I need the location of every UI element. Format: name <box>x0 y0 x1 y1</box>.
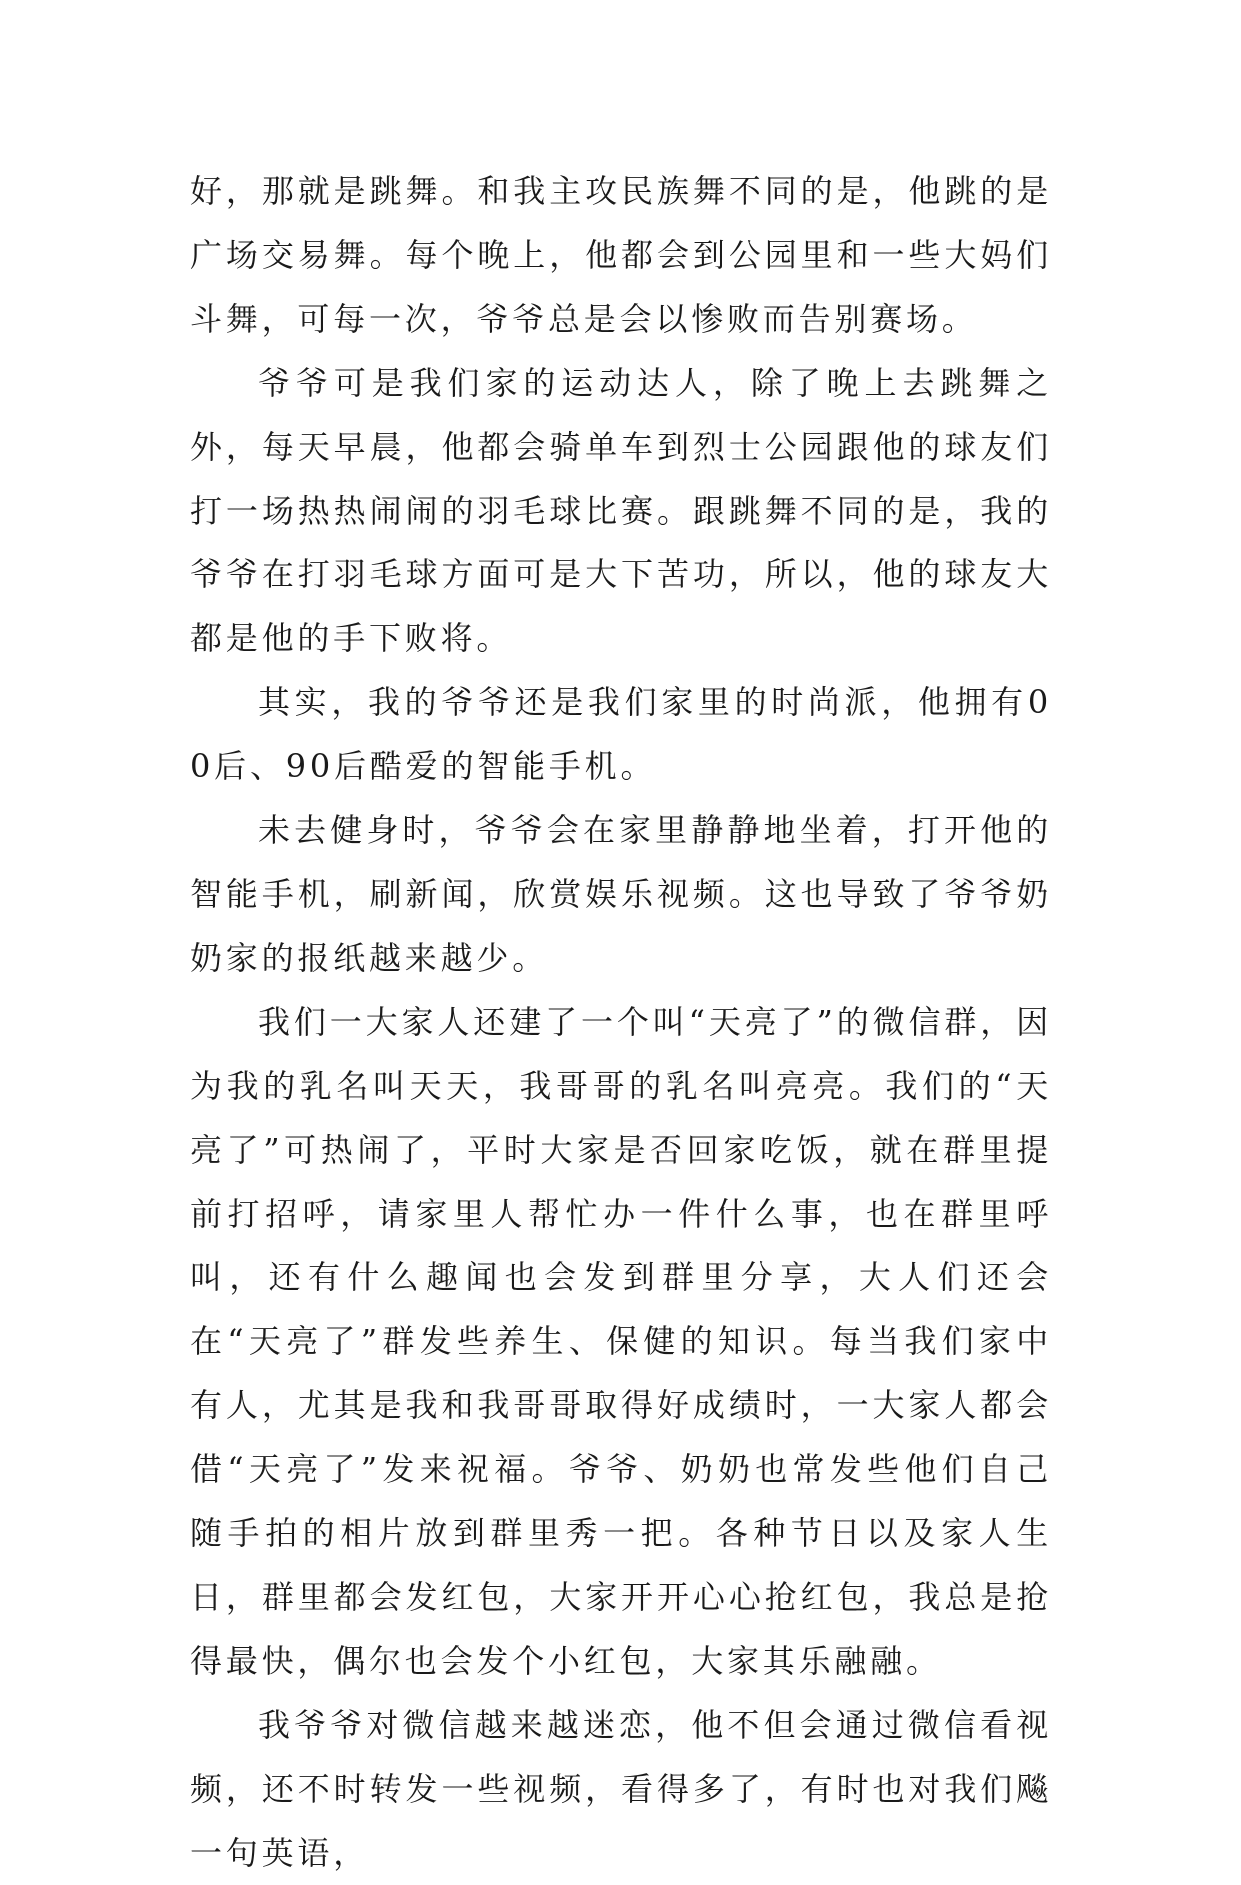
paragraph-continuation: 好，那就是跳舞。和我主攻民族舞不同的是，他跳的是广场交易舞。每个晚上，他都会到公园里和一些大妈们斗舞，可每一次，爷爷总是会以惨败而告别赛场。 <box>190 172 1052 338</box>
document-body <box>190 160 1052 1885</box>
paragraph-smartphone: 未去健身时，爷爷会在家里静静地坐着，打开他的智能手机，刷新闻，欣赏娱乐视频。这也导致了爷爷奶奶家的报纸越来越少。 <box>190 811 1052 977</box>
paragraph-fashion: 其实，我的爷爷还是我们家里的时尚派，他拥有00后、90后酷爱的智能手机。 <box>190 683 1052 786</box>
paragraph-wechat-videos: 我爷爷对微信越来越迷恋，他不但会通过微信看视频，还不时转发一些视频，看得多了，有时也对我们飚一句英语， <box>190 1705 1052 1872</box>
paragraph-wechat-group: 我们一大家人还建了一个叫“天亮了”的微信群，因为我的乳名叫天天，我哥哥的乳名叫亮亮。我们的“天亮了”可热闹了，平时大家是否回家吃饭，就在群里提前打招呼，请家里人帮忙办一件什么事，也在群里呼叫，还有什么趣闻也会发到群里分享，大人们还会在“天亮了”群发些养生、保健的知识。每当我们家中有人，尤其是我和我哥哥取得好成绩时，一大家人都会借“天亮了”发来祝福。爷爷、奶奶也常发些他们自己随手拍的相片放到群里秀一把。各种节日以及家人生日，群里都会发红包，大家开开心心抢红包，我总是抢得最快，偶尔也会发个小红包，大家其乐融融。 <box>190 1002 1052 1680</box>
paragraph-sports: 爷爷可是我们家的运动达人，除了晚上去跳舞之外，每天早晨，他都会骑单车到烈士公园跟他的球友们打一场热热闹闹的羽毛球比赛。跟跳舞不同的是，我的爷爷在打羽毛球方面可是大下苦功，所以，他的球友大都是他的手下败将。 <box>190 363 1052 658</box>
